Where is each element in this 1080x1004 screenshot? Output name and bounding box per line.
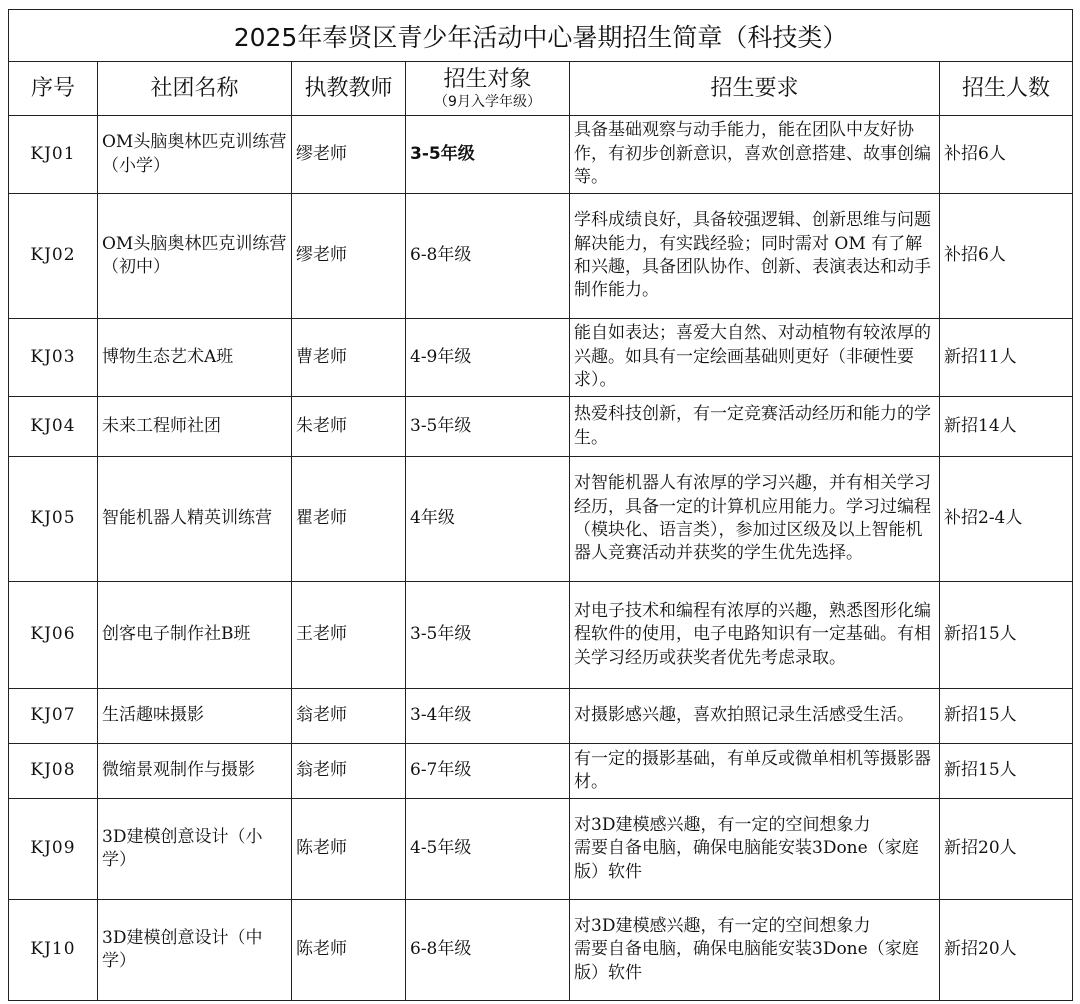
cell-teacher: 曹老师	[292, 319, 406, 397]
cell-id: KJ10	[9, 900, 98, 1001]
table-row	[9, 116, 1073, 194]
header-id: 序号	[9, 62, 98, 116]
cell-quota: 新招20人	[940, 900, 1073, 1001]
cell-requirement: 能自如表达；喜爱大自然、对动植物有较浓厚的兴趣。如具有一定绘画基础则更好（非硬性要求）。	[570, 319, 940, 397]
cell-id: KJ05	[9, 457, 98, 582]
cell-name: 智能机器人精英训练营	[98, 457, 292, 582]
header-teacher: 执教教师	[292, 62, 406, 116]
cell-quota: 补招6人	[940, 194, 1073, 319]
cell-requirement: 对摄影感兴趣，喜欢拍照记录生活感受生活。	[570, 689, 940, 744]
enrollment-table	[8, 9, 1073, 1001]
cell-quota: 新招14人	[940, 397, 1073, 457]
cell-teacher: 翁老师	[292, 744, 406, 799]
cell-target: 4年级	[406, 457, 570, 582]
cell-teacher: 朱老师	[292, 397, 406, 457]
cell-target: 3-5年级	[406, 582, 570, 689]
requirement-line: 需要自备电脑，确保电脑能安装3Done（家庭版）软件	[574, 838, 919, 882]
cell-id: KJ03	[9, 319, 98, 397]
header-target	[406, 62, 570, 116]
cell-target: 6-8年级	[406, 900, 570, 1001]
cell-name: OM头脑奥林匹克训练营（小学）	[98, 116, 292, 194]
table-row	[9, 397, 1073, 457]
cell-quota: 补招6人	[940, 116, 1073, 194]
requirement-line: 对3D建模感兴趣，有一定的空间想象力	[574, 915, 871, 936]
cell-target: 3-5年级	[406, 397, 570, 457]
cell-id: KJ06	[9, 582, 98, 689]
table-row	[9, 319, 1073, 397]
cell-name: 博物生态艺术A班	[98, 319, 292, 397]
cell-target: 3-4年级	[406, 689, 570, 744]
cell-id: KJ09	[9, 799, 98, 900]
header-target-sub: （9月入学年级）	[434, 93, 541, 110]
requirement-line: 需要自备电脑，确保电脑能安装3Done（家庭版）软件	[574, 939, 919, 983]
cell-name: 3D建模创意设计（小学）	[98, 799, 292, 900]
cell-requirement	[570, 900, 940, 1001]
cell-id: KJ07	[9, 689, 98, 744]
cell-requirement: 具备基础观察与动手能力，能在团队中友好协作，有初步创新意识，喜欢创意搭建、故事创编等。	[570, 116, 940, 194]
header-name: 社团名称	[98, 62, 292, 116]
table-row	[9, 799, 1073, 900]
cell-quota: 新招15人	[940, 744, 1073, 799]
cell-requirement: 对智能机器人有浓厚的学习兴趣，并有相关学习经历，具备一定的计算机应用能力。学习过编程（模块化、语言类），参加过区级及以上智能机器人竞赛活动并获奖的学生优先选择。	[570, 457, 940, 582]
cell-name: 生活趣味摄影	[98, 689, 292, 744]
cell-quota: 补招2-4人	[940, 457, 1073, 582]
header-target-label: 招生对象	[443, 67, 532, 93]
cell-target: 6-7年级	[406, 744, 570, 799]
enrollment-sheet	[8, 9, 1072, 1001]
header-requirement: 招生要求	[570, 62, 940, 116]
table-row	[9, 582, 1073, 689]
cell-requirement	[570, 799, 940, 900]
cell-quota: 新招20人	[940, 799, 1073, 900]
cell-quota: 新招11人	[940, 319, 1073, 397]
cell-quota: 新招15人	[940, 582, 1073, 689]
cell-requirement: 学科成绩良好，具备较强逻辑、创新思维与问题解决能力，有实践经验；同时需对 OM 有了解和兴趣，具备团队协作、创新、表演表达和动手制作能力。	[570, 194, 940, 319]
header-quota: 招生人数	[940, 62, 1073, 116]
table-row	[9, 689, 1073, 744]
cell-name: 3D建模创意设计（中学）	[98, 900, 292, 1001]
table-row	[9, 744, 1073, 799]
cell-name: OM头脑奥林匹克训练营（初中）	[98, 194, 292, 319]
cell-id: KJ08	[9, 744, 98, 799]
cell-name: 微缩景观制作与摄影	[98, 744, 292, 799]
cell-id: KJ02	[9, 194, 98, 319]
cell-teacher: 缪老师	[292, 194, 406, 319]
cell-quota: 新招15人	[940, 689, 1073, 744]
document-title: 2025年奉贤区青少年活动中心暑期招生简章（科技类）	[9, 10, 1073, 62]
table-row	[9, 900, 1073, 1001]
requirement-line: 对3D建模感兴趣，有一定的空间想象力	[574, 814, 871, 835]
cell-id: KJ01	[9, 116, 98, 194]
cell-teacher: 翁老师	[292, 689, 406, 744]
cell-teacher: 陈老师	[292, 799, 406, 900]
cell-teacher: 陈老师	[292, 900, 406, 1001]
cell-target: 6-8年级	[406, 194, 570, 319]
cell-teacher: 王老师	[292, 582, 406, 689]
cell-name: 创客电子制作社B班	[98, 582, 292, 689]
cell-requirement: 热爱科技创新，有一定竞赛活动经历和能力的学生。	[570, 397, 940, 457]
cell-requirement: 有一定的摄影基础，有单反或微单相机等摄影器材。	[570, 744, 940, 799]
cell-name: 未来工程师社团	[98, 397, 292, 457]
cell-id: KJ04	[9, 397, 98, 457]
cell-requirement: 对电子技术和编程有浓厚的兴趣，熟悉图形化编程软件的使用，电子电路知识有一定基础。有相关学习经历或获奖者优先考虑录取。	[570, 582, 940, 689]
table-row	[9, 194, 1073, 319]
cell-target: 4-5年级	[406, 799, 570, 900]
cell-teacher: 瞿老师	[292, 457, 406, 582]
cell-teacher: 缪老师	[292, 116, 406, 194]
table-row	[9, 457, 1073, 582]
cell-target: 3-5年级	[406, 116, 570, 194]
cell-target: 4-9年级	[406, 319, 570, 397]
header-row	[9, 62, 1073, 116]
